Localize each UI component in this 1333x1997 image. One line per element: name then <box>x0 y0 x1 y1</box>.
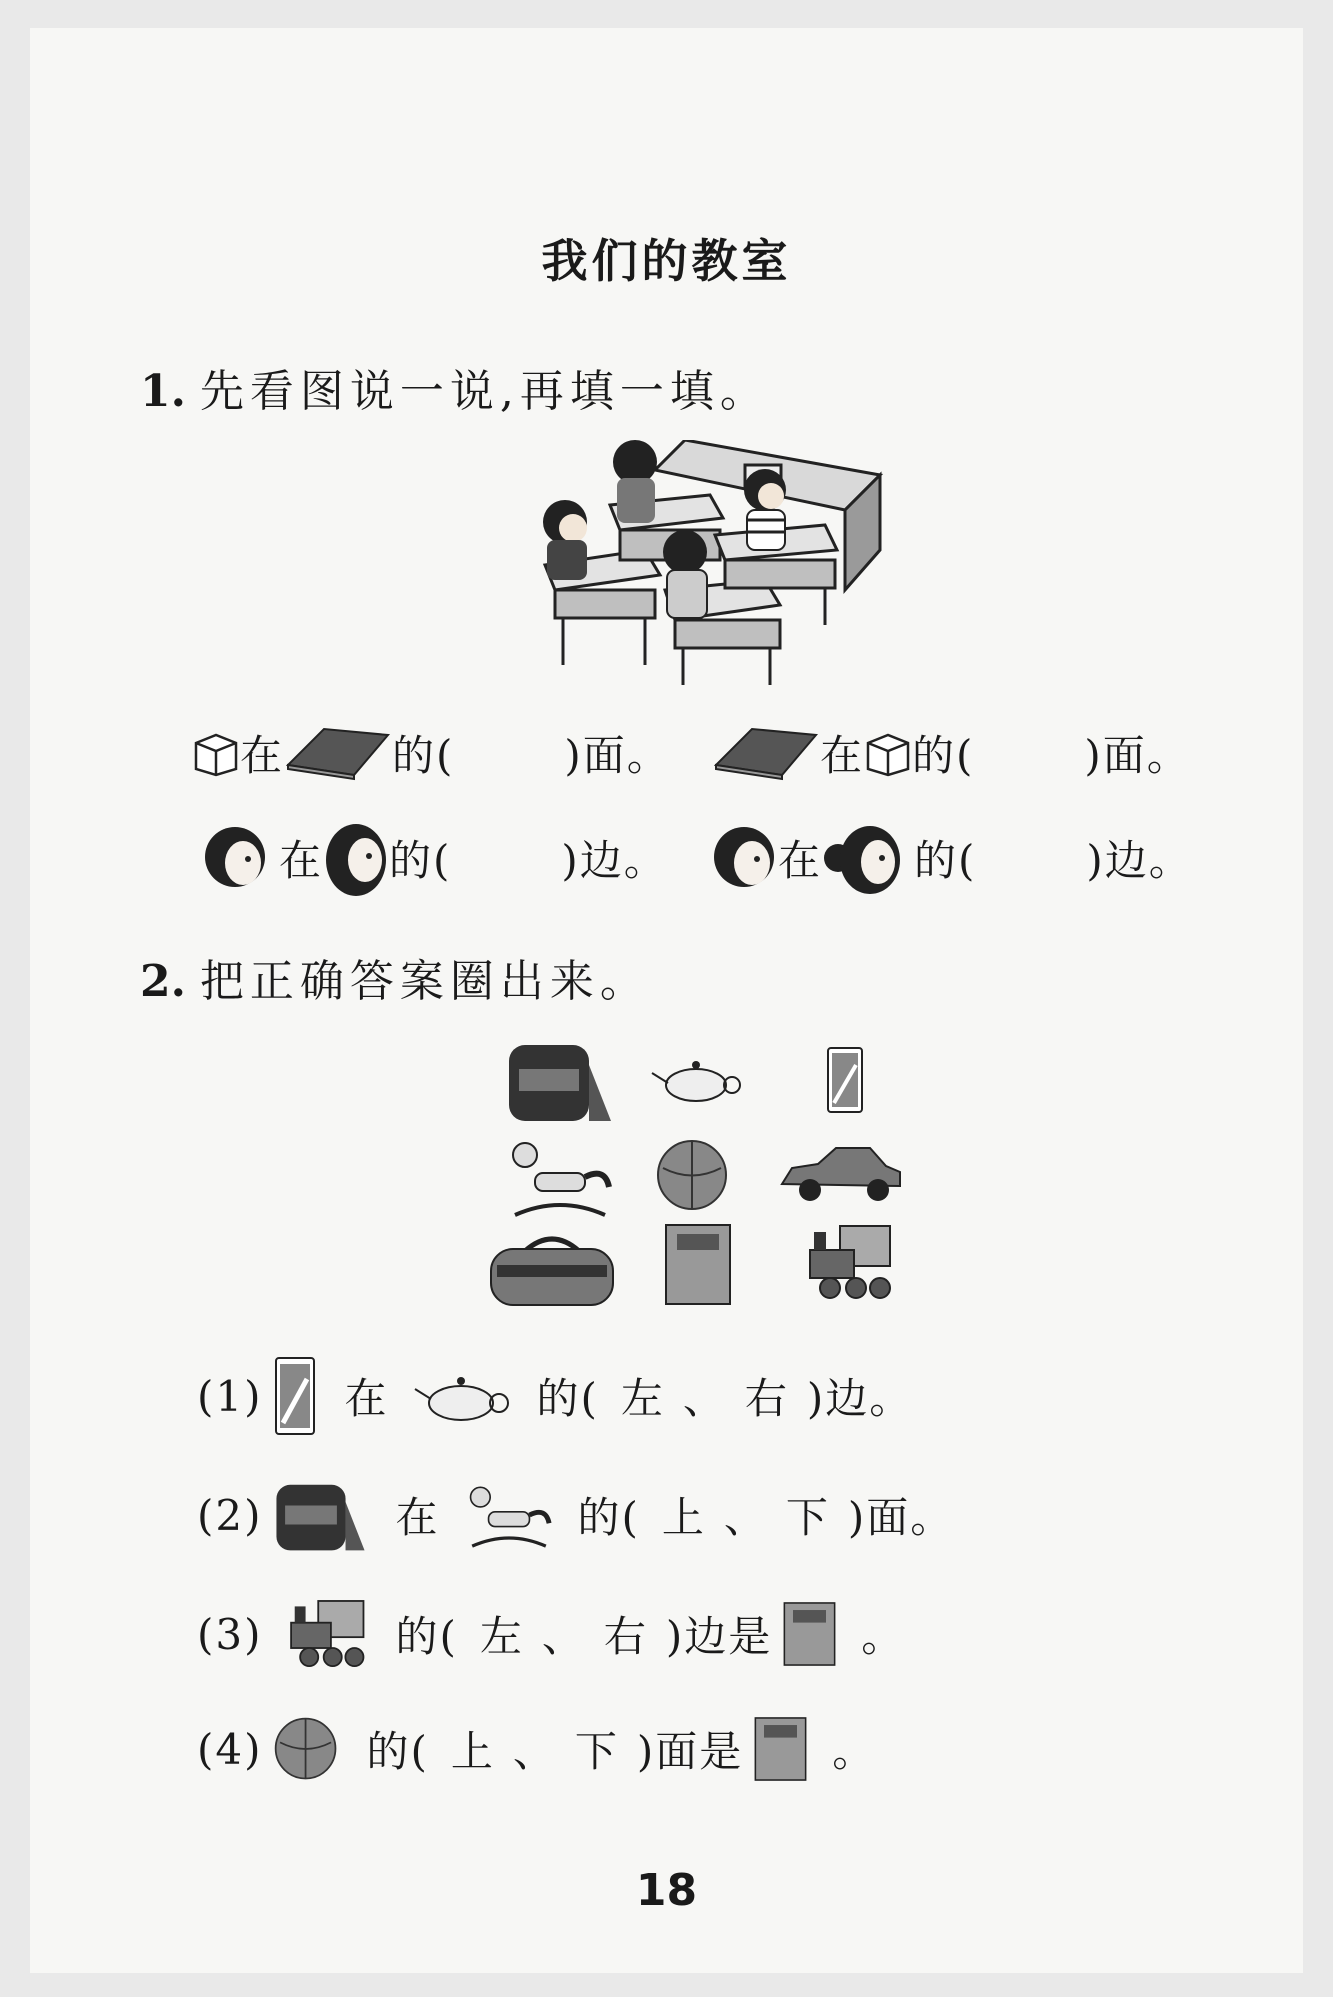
q2-item-1 <box>197 1355 913 1437</box>
q1-row-2b <box>712 820 1193 896</box>
of-text: 的( <box>912 731 975 780</box>
q1-row-1b <box>712 723 1191 783</box>
q2-item-3 <box>197 1595 905 1673</box>
of-text: 的( <box>395 1612 458 1661</box>
toy-train-icon <box>273 1595 368 1673</box>
q2-item-2 <box>197 1475 954 1555</box>
choice-options[interactable]: 上、下 <box>661 1493 848 1542</box>
teapot-icon <box>650 1055 745 1105</box>
close-text: )边。 <box>1086 836 1193 885</box>
book-cover-icon <box>663 1222 733 1307</box>
of-text: 的( <box>366 1727 429 1776</box>
choice-options[interactable]: 左、右 <box>620 1374 807 1423</box>
item-number: (4) <box>197 1724 263 1774</box>
end-text: 。 <box>861 1612 906 1661</box>
backpack-icon <box>505 1035 615 1125</box>
page-number: 18 <box>635 1865 698 1916</box>
in-text: 在 <box>820 731 865 780</box>
of-text: 的( <box>392 731 455 780</box>
in-text: 在 <box>395 1493 440 1542</box>
phone-icon <box>825 1045 865 1115</box>
ball-icon <box>273 1716 339 1782</box>
item-number: (3) <box>197 1609 263 1659</box>
of-text: 的( <box>536 1374 599 1423</box>
car-icon <box>778 1140 903 1205</box>
close-text: )面。 <box>1084 731 1191 780</box>
of-text: 的( <box>914 836 977 885</box>
question-1 <box>140 355 770 419</box>
in-text: 在 <box>279 836 324 885</box>
item-number: (2) <box>197 1490 263 1540</box>
close-text: )面。 <box>564 731 671 780</box>
choice-options[interactable]: 上、下 <box>450 1727 637 1776</box>
page-title: 我们的教室 <box>541 234 792 288</box>
question-1-text: 先看图说一说,再填一填。 <box>199 366 770 417</box>
q1-row-2 <box>203 820 668 896</box>
book-cover-icon <box>782 1600 837 1668</box>
question-1-number: 1. <box>140 366 186 417</box>
choice-options[interactable]: 左、右 <box>479 1612 666 1661</box>
book-icon <box>284 725 392 781</box>
book-cover-icon <box>753 1715 808 1783</box>
question-2 <box>140 945 650 1009</box>
close-text: )面是 <box>636 1727 744 1776</box>
close-text: )边。 <box>561 836 668 885</box>
of-text: 的( <box>577 1493 640 1542</box>
girl-pigtails-head-icon <box>822 820 914 896</box>
question-2-number: 2. <box>140 956 186 1007</box>
teapot-icon <box>413 1369 513 1424</box>
in-text: 在 <box>240 731 285 780</box>
end-text: 。 <box>832 1727 877 1776</box>
close-text: )边是 <box>665 1612 773 1661</box>
in-text: 在 <box>344 1374 389 1423</box>
in-text: 在 <box>778 836 823 885</box>
toy-train-icon <box>790 1220 895 1305</box>
boy-head-icon <box>203 823 269 893</box>
box-icon <box>192 729 240 777</box>
box-icon <box>864 729 912 777</box>
book-icon <box>712 725 820 781</box>
item-number: (1) <box>197 1371 263 1421</box>
question-2-text: 把正确答案圈出来。 <box>199 956 650 1007</box>
close-text: )面。 <box>847 1493 955 1542</box>
of-text: 的( <box>389 836 452 885</box>
backpack-icon <box>273 1475 368 1555</box>
boy-head-icon <box>712 823 778 893</box>
close-text: )边。 <box>806 1374 914 1423</box>
rocking-horse-icon <box>505 1135 615 1220</box>
q1-row-1 <box>192 723 671 783</box>
ball-icon <box>655 1138 730 1213</box>
girl-head-icon <box>323 820 389 896</box>
classroom-illustration <box>525 440 890 690</box>
phone-icon <box>273 1355 317 1437</box>
duffel-bag-icon <box>487 1225 617 1310</box>
rocking-horse-icon <box>464 1478 554 1553</box>
q2-item-4 <box>197 1715 876 1783</box>
